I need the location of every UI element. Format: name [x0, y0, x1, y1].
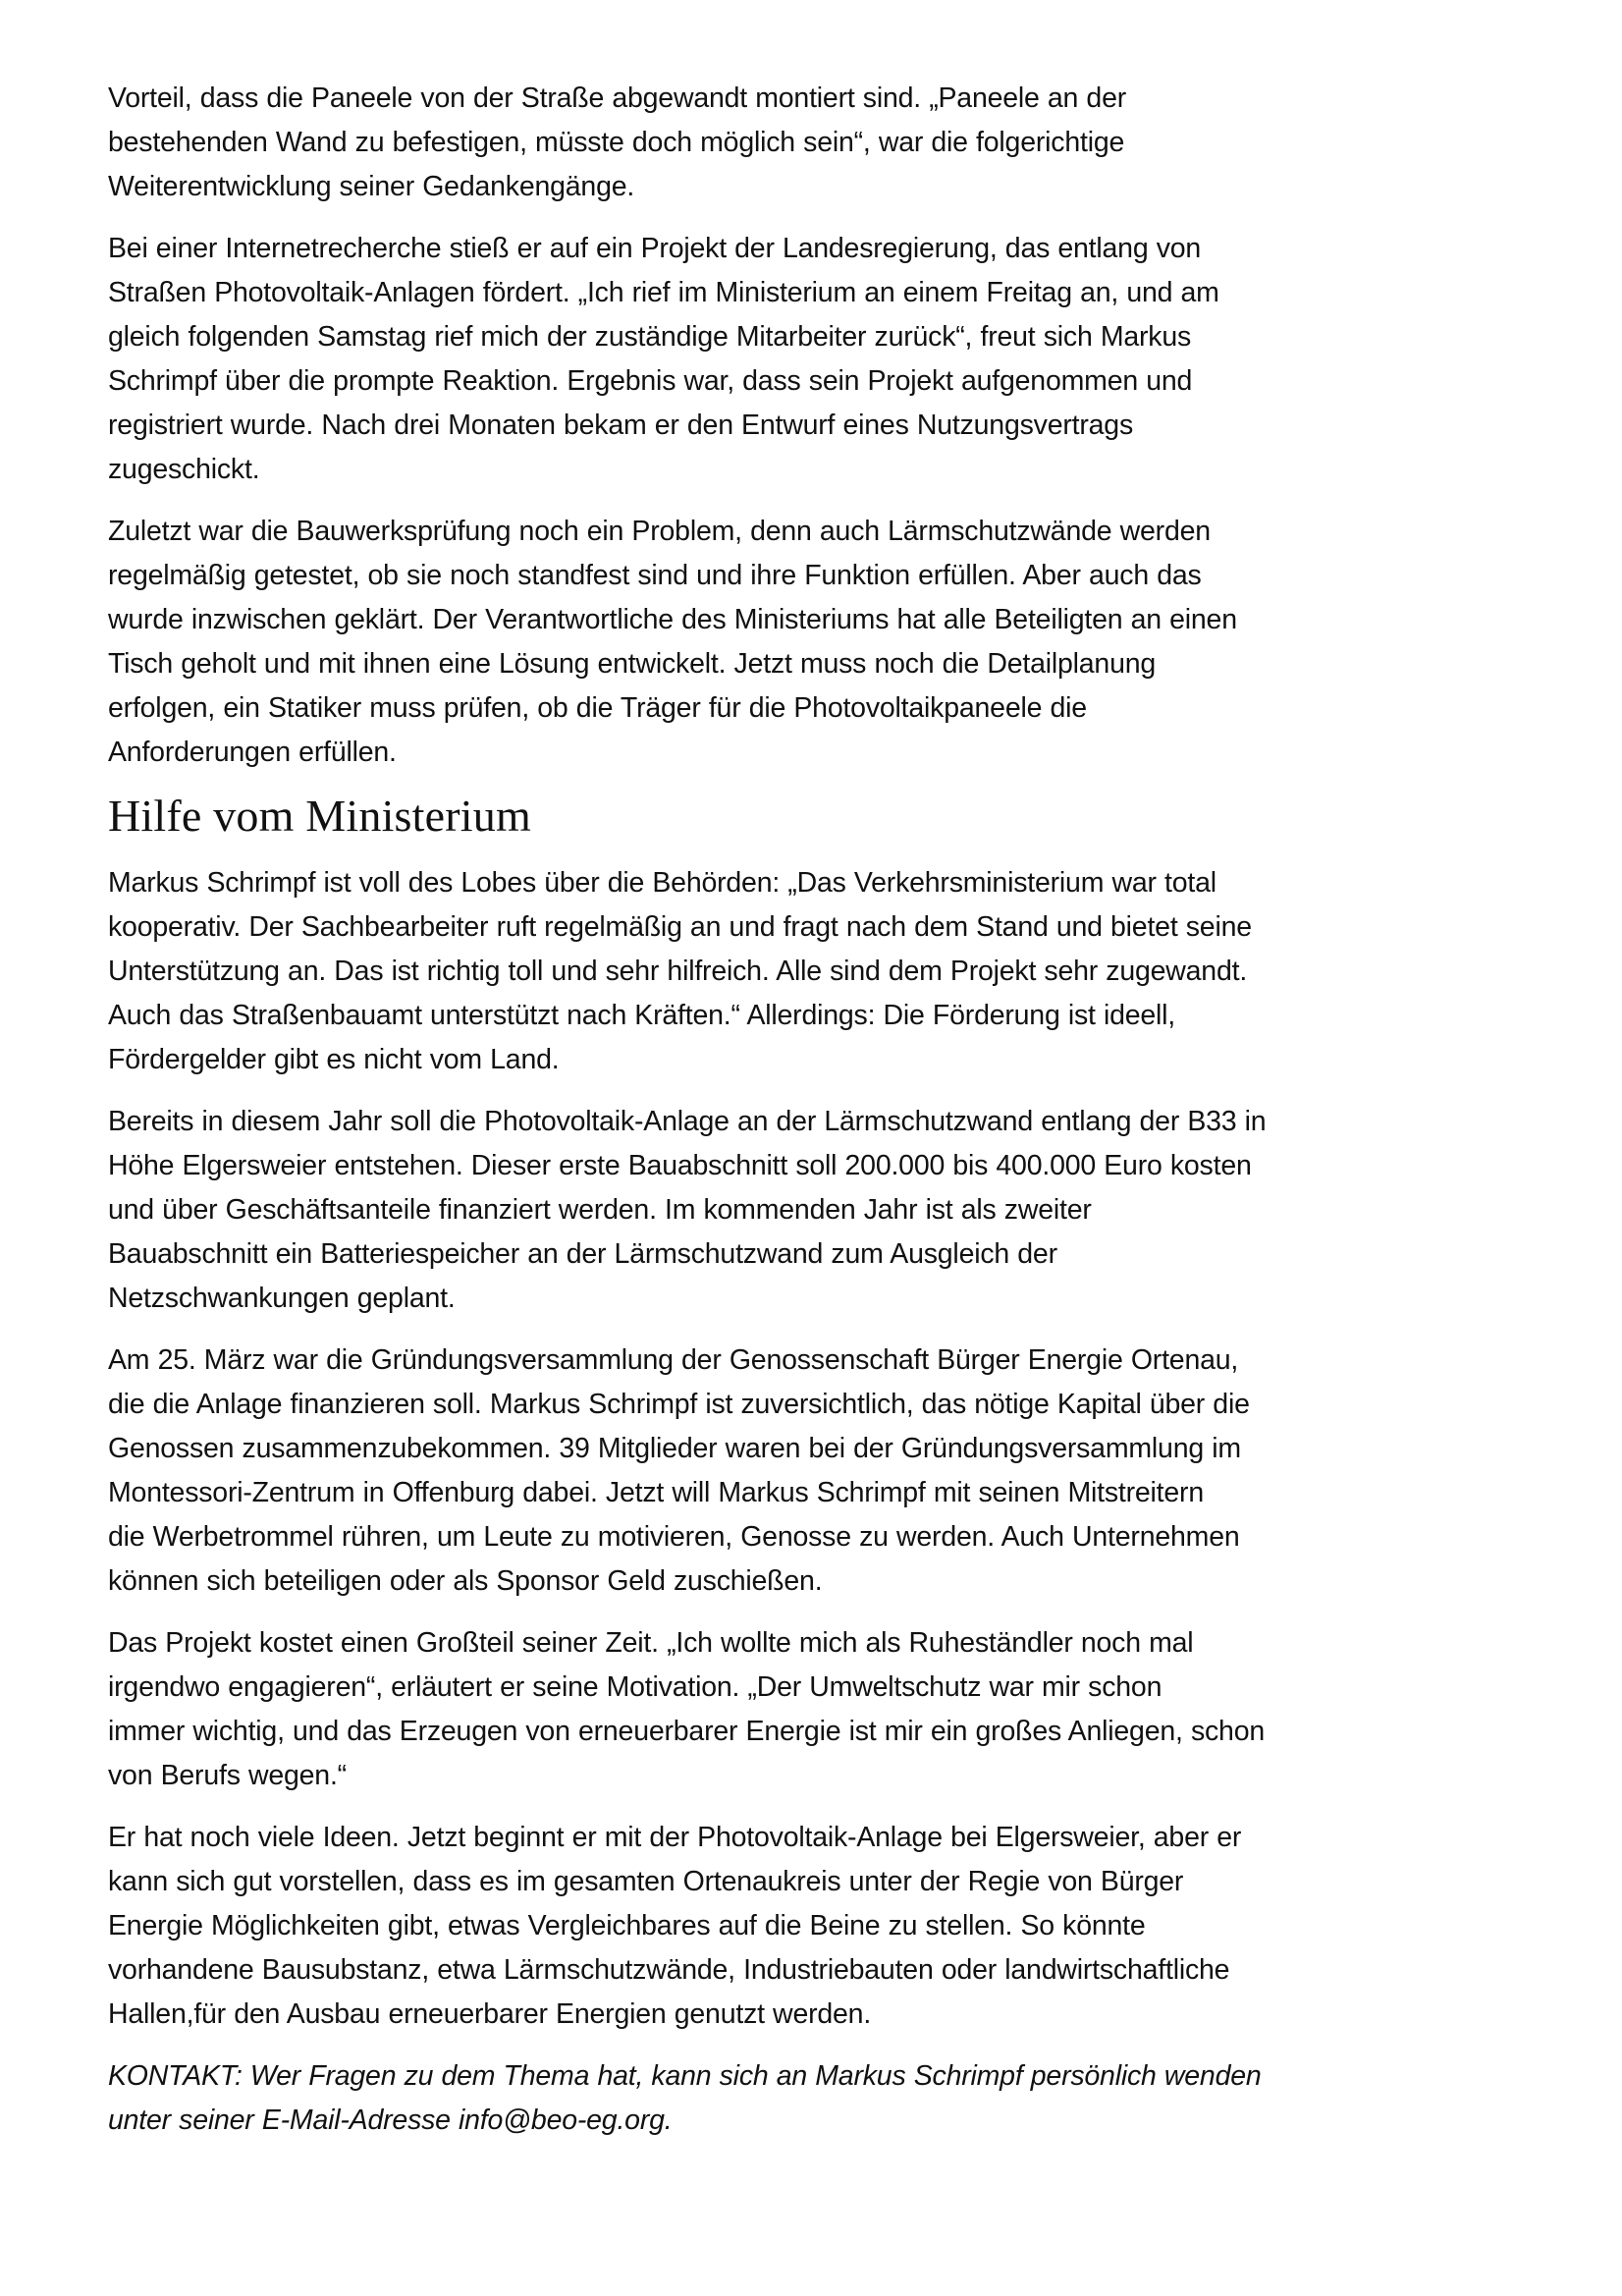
- paragraph-cooperative-founding: [108, 1339, 1404, 1604]
- text-line: wurde inzwischen geklärt. Der Verantwortliche des Ministeriums hat alle Beteiligten an einen: [108, 604, 1237, 635]
- text-line: die Werbetrommel rühren, um Leute zu motivieren, Genosse zu werden. Auch Unternehmen: [108, 1521, 1240, 1553]
- text-line: zugeschickt.: [108, 454, 260, 485]
- text-line: Montessori-Zentrum in Offenburg dabei. Jetzt will Markus Schrimpf mit seinen Mitstreitern: [108, 1477, 1204, 1508]
- text-line: regelmäßig getestet, ob sie noch standfest sind und ihre Funktion erfüllen. Aber auch das: [108, 560, 1202, 591]
- text-line: Unterstützung an. Das ist richtig toll und sehr hilfreich. Alle sind dem Projekt sehr zugewandt.: [108, 956, 1248, 987]
- text-line: gleich folgenden Samstag rief mich der zuständige Mitarbeiter zurück“, freut sich Markus: [108, 321, 1192, 353]
- text-line: und über Geschäftsanteile finanziert werden. Im kommenden Jahr ist als zweiter: [108, 1194, 1092, 1226]
- text-line: immer wichtig, und das Erzeugen von erneuerbarer Energie ist mir ein großes Anliegen, schon: [108, 1716, 1265, 1747]
- text-line: kooperativ. Der Sachbearbeiter ruft regelmäßig an und fragt nach dem Stand und bietet seine: [108, 911, 1252, 943]
- text-line: können sich beteiligen oder als Sponsor Geld zuschießen.: [108, 1565, 823, 1597]
- text-line: Tisch geholt und mit ihnen eine Lösung entwickelt. Jetzt muss noch die Detailplanung: [108, 648, 1157, 680]
- text-line: Hallen,für den Ausbau erneuerbarer Energien genutzt werden.: [108, 1998, 872, 2030]
- text-line: Bei einer Internetrecherche stieß er auf ein Projekt der Landesregierung, das entlang von: [108, 233, 1202, 264]
- text-line: irgendwo engagieren“, erläutert er seine Motivation. „Der Umweltschutz war mir schon: [108, 1671, 1162, 1703]
- text-line: unter seiner E-Mail-Adresse info@beo-eg.org.: [108, 2105, 673, 2136]
- contact-note: [108, 2054, 1404, 2143]
- text-line: Straßen Photovoltaik-Anlagen fördert. „Ich rief im Ministerium an einem Freitag an, und am: [108, 277, 1219, 308]
- paragraph-construction-plan: [108, 1100, 1404, 1321]
- paragraph-motivation: [108, 1621, 1404, 1798]
- paragraph-panels-mounting: [108, 77, 1404, 209]
- text-line: Markus Schrimpf ist voll des Lobes über die Behörden: „Das Verkehrsministerium war total: [108, 867, 1216, 899]
- text-line: Er hat noch viele Ideen. Jetzt beginnt er mit der Photovoltaik-Anlage bei Elgersweier, aber er: [108, 1822, 1242, 1853]
- text-line: von Berufs wegen.“: [108, 1760, 347, 1791]
- paragraph-future-ideas: [108, 1816, 1404, 2037]
- paragraph-internet-research: [108, 227, 1404, 492]
- text-line: Bauabschnitt ein Batteriespeicher an der Lärmschutzwand zum Ausgleich der: [108, 1238, 1057, 1270]
- text-line: Fördergelder gibt es nicht vom Land.: [108, 1044, 560, 1075]
- article-body: [108, 77, 1404, 2160]
- text-line: Genossen zusammenzubekommen. 39 Mitglieder waren bei der Gründungsversammlung im: [108, 1433, 1241, 1464]
- text-line: bestehenden Wand zu befestigen, müsste doch möglich sein“, war die folgerichtige: [108, 127, 1125, 158]
- text-line: erfolgen, ein Statiker muss prüfen, ob die Träger für die Photovoltaikpaneele die: [108, 692, 1087, 724]
- text-line: die die Anlage finanzieren soll. Markus Schrimpf ist zuversichtlich, das nötige Kapital über die: [108, 1389, 1250, 1420]
- text-line: vorhandene Bausubstanz, etwa Lärmschutzwände, Industriebauten oder landwirtschaftliche: [108, 1954, 1230, 1986]
- text-line: Am 25. März war die Gründungsversammlung der Genossenschaft Bürger Energie Ortenau,: [108, 1344, 1239, 1376]
- text-line: kann sich gut vorstellen, dass es im gesamten Ortenaukreis unter der Regie von Bürger: [108, 1866, 1184, 1897]
- text-line: Vorteil, dass die Paneele von der Straße abgewandt montiert sind. „Paneele an der: [108, 82, 1127, 114]
- text-line: Auch das Straßenbauamt unterstützt nach Kräften.“ Allerdings: Die Förderung ist ideell,: [108, 1000, 1176, 1031]
- text-line: Das Projekt kostet einen Großteil seiner Zeit. „Ich wollte mich als Ruheständler noch mal: [108, 1627, 1194, 1659]
- section-heading: Hilfe vom Ministerium: [108, 791, 531, 841]
- text-line: Schrimpf über die prompte Reaktion. Ergebnis war, dass sein Projekt aufgenommen und: [108, 365, 1193, 397]
- paragraph-ministry-praise: [108, 861, 1404, 1082]
- text-line: Höhe Elgersweier entstehen. Dieser erste Bauabschnitt soll 200.000 bis 400.000 Euro kosten: [108, 1150, 1252, 1181]
- paragraph-structural-inspection: [108, 510, 1404, 775]
- text-line: Weiterentwicklung seiner Gedankengänge.: [108, 171, 635, 202]
- text-line: Netzschwankungen geplant.: [108, 1283, 456, 1314]
- text-line: Bereits in diesem Jahr soll die Photovoltaik-Anlage an der Lärmschutzwand entlang der B33 in: [108, 1106, 1267, 1137]
- text-line: Anforderungen erfüllen.: [108, 737, 397, 768]
- text-line: KONTAKT: Wer Fragen zu dem Thema hat, kann sich an Markus Schrimpf persönlich wenden: [108, 2060, 1262, 2092]
- text-line: Energie Möglichkeiten gibt, etwas Vergleichbares auf die Beine zu stellen. So könnte: [108, 1910, 1146, 1941]
- text-line: registriert wurde. Nach drei Monaten bekam er den Entwurf eines Nutzungsvertrags: [108, 410, 1134, 441]
- text-line: Zuletzt war die Bauwerksprüfung noch ein Problem, denn auch Lärmschutzwände werden: [108, 516, 1211, 547]
